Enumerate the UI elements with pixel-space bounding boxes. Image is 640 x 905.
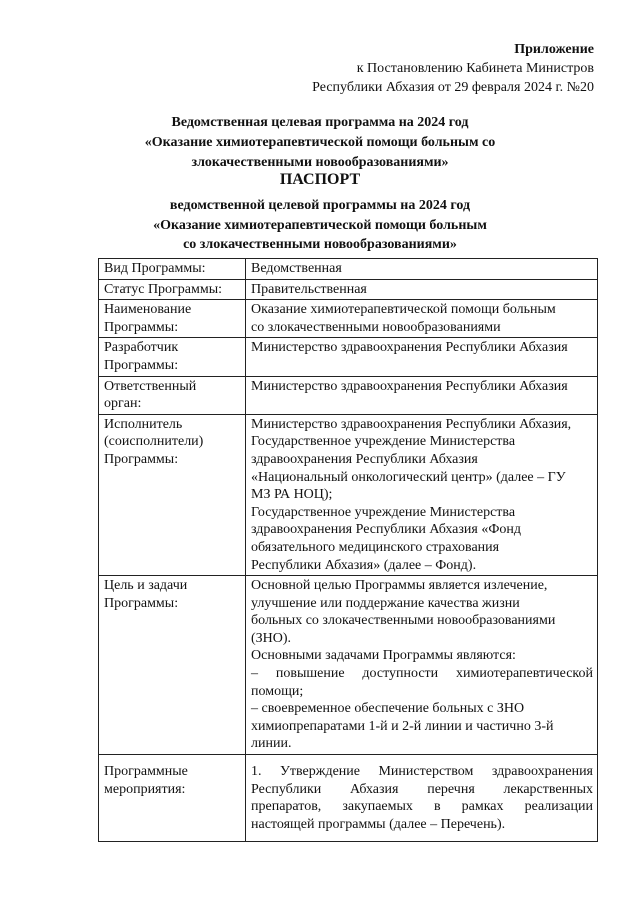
attachment-title: Приложение [514,42,594,57]
passport-title: ПАСПОРТ [279,171,361,188]
row-label: Статус Программы: [99,279,246,300]
passport-table [98,258,598,842]
table-row [99,279,598,300]
row-value: Ведомственная [246,259,598,280]
row-label: Вид Программы: [99,259,246,280]
passport-subtitle-line: ведомственной целевой программы на 2024 год [169,198,471,213]
table-row [99,414,598,575]
row-value: Основной целью Программы является излечение, улучшение или поддержание качества жизни больных со злокачественными новообразованиями (ЗНО). Основными задачами Программы являются: – повышение доступности химиотерапевтической помощи; – своевременное обеспечение больных с ЗНО химиопрепаратами 1-й и 2-й линии и частично 3-й линии. [246,576,598,755]
row-label: Разработчик Программы: [99,338,246,376]
row-value: Правительственная [246,279,598,300]
passport-subtitle [0,196,640,255]
program-title [0,113,640,173]
attachment-line: Республики Абхазия от 29 февраля 2024 г. №20 [312,80,594,95]
table-row [99,338,598,376]
table-row [99,576,598,755]
row-value: Министерство здравоохранения Республики Абхазия [246,376,598,414]
attachment-line: к Постановлению Кабинета Министров [356,61,594,76]
table-row [99,300,598,338]
table-row [99,755,598,842]
row-label: Цель и задачи Программы: [99,576,246,755]
row-value: Оказание химиотерапевтической помощи больным со злокачественными новообразованиями [246,300,598,338]
row-label: Ответственный орган: [99,376,246,414]
row-value: Министерство здравоохранения Республики Абхазия, Государственное учреждение Министерства здравоохранения Республики Абхазия «Национальный онкологический центр» (далее – ГУ МЗ РА НОЦ); Государственное учреждение Министерства здравоохранения Республики Абхазия «Фонд обязательного медицинского страхования Республики Абхазия» (далее – Фонд). [246,414,598,575]
program-title-line: «Оказание химиотерапевтической помощи больным со [144,135,496,150]
table-row [99,376,598,414]
row-value: 1. Утверждение Министерством здравоохранения Республики Абхазия перечня лекарственных препаратов, закупаемых в рамках реализации настоящей программы (далее – Перечень). [246,755,598,842]
table-row [99,259,598,280]
row-label: Наименование Программы: [99,300,246,338]
row-value: Министерство здравоохранения Республики Абхазия [246,338,598,376]
row-label: Исполнитель (соисполнители) Программы: [99,414,246,575]
passport-subtitle-line: «Оказание химиотерапевтической помощи больным [153,217,487,233]
program-title-line: Ведомственная целевая программа на 2024 год [171,115,469,130]
program-title-line: злокачественными новообразованиями» [191,155,449,170]
passport-subtitle-line: со злокачественными новообразованиями» [183,237,457,252]
attachment-block [312,40,594,97]
row-label: Программные мероприятия: [99,755,246,842]
